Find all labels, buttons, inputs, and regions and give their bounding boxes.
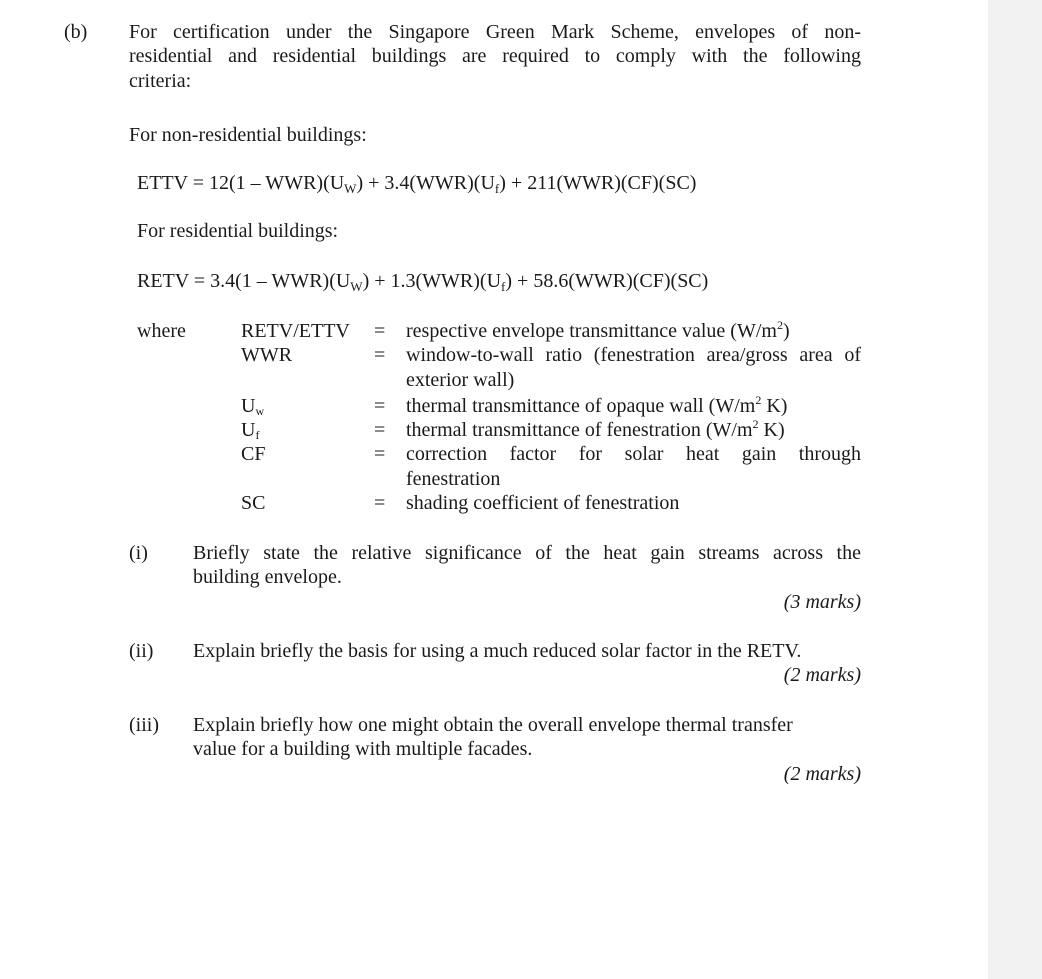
def-equals: =: [374, 443, 386, 465]
question-iii-line-1: Explain briefly how one might obtain the overall envelope thermal transfer: [193, 714, 793, 736]
def-symbol-cf: CF: [241, 443, 266, 465]
def-desc-uf: thermal transmittance of fenestration ($W/m^2$ K): [406, 417, 785, 441]
ettv-equation: ETTV = $12(1 - WWR)(U_W) + 3.4(WWR)(U_f) + 211(WWR)(CF)(SC)$: [137, 172, 697, 196]
def-desc-wwr-line-2: exterior wall): [406, 369, 515, 391]
intro-line-2: residential and residential buildings are required to comply with the following: [129, 45, 861, 67]
question-label-ii: (ii): [129, 640, 154, 662]
res-heading: For residential buildings:: [137, 220, 339, 242]
def-desc-cf-line-1: correction factor for solar heat gain through: [406, 443, 861, 465]
intro-line-3: criteria:: [129, 70, 192, 92]
nonres-heading: For non-residential buildings:: [129, 124, 367, 146]
where-label: where: [137, 320, 186, 342]
question-label-i: (i): [129, 542, 148, 564]
question-label-iii: (iii): [129, 714, 159, 736]
part-label: (b): [64, 21, 88, 43]
def-desc-uw: thermal transmittance of opaque wall ($W/m^2$ K): [406, 393, 788, 417]
question-i-line-1: Briefly state the relative significance of the heat gain streams across the: [193, 542, 861, 564]
question-iii-line-2: value for a building with multiple facades.: [193, 738, 533, 760]
def-symbol-uf: Uf: [241, 419, 260, 442]
question-ii-line-1: Explain briefly the basis for using a much reduced solar factor in the RETV.: [193, 640, 802, 662]
def-symbol-retv-ettv: RETV/ETTV: [241, 320, 350, 342]
question-iii-marks: (2 marks): [783, 763, 861, 785]
def-symbol-wwr: WWR: [241, 344, 293, 366]
def-equals: =: [374, 320, 386, 342]
def-desc-retv-ettv: respective envelope transmittance value $(W/m^2)$: [406, 318, 790, 342]
def-equals: =: [374, 492, 386, 514]
question-i-marks: (3 marks): [783, 591, 861, 613]
def-equals: =: [374, 395, 386, 417]
def-desc-wwr-line-1: window-to-wall ratio (fenestration area/gross area of: [406, 344, 861, 366]
def-equals: =: [374, 419, 386, 441]
intro-line-1: For certification under the Singapore Green Mark Scheme, envelopes of non-: [129, 21, 861, 43]
def-desc-sc: shading coefficient of fenestration: [406, 492, 680, 514]
def-desc-cf-line-2: fenestration: [406, 468, 501, 490]
def-equals: =: [374, 344, 386, 366]
question-i-line-2: building envelope.: [193, 566, 342, 588]
side-panel: [988, 0, 1042, 979]
retv-equation: RETV = $3.4(1 - WWR)(U_W) + 1.3(WWR)(U_f) + 58.6(WWR)(CF)(SC)$: [137, 270, 709, 294]
def-symbol-sc: SC: [241, 492, 266, 514]
def-symbol-uw: Uw: [241, 395, 265, 418]
question-ii-marks: (2 marks): [783, 664, 861, 686]
